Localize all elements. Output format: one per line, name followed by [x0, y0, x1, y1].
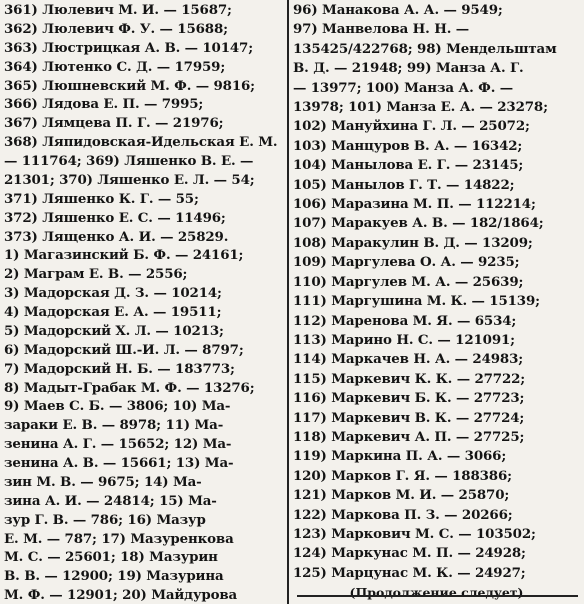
left-column	[4, 0, 284, 604]
entry-line: В. В. — 12900; 19) Мазурина	[4, 568, 224, 585]
entry-line: 361) Люлевич М. И. — 15687;	[4, 2, 232, 18]
entry-line: 3) Мадорская Д. З. — 10214;	[4, 285, 222, 302]
entry-line: 104) Манылова Е. Г. — 23145;	[293, 157, 524, 174]
entry-line: 8) Мадыт-Грабак М. Ф. — 13276;	[4, 379, 255, 396]
entry-line: 362) Люлевич Ф. У. — 15688;	[4, 20, 228, 37]
entry-line: 13978; 101) Манза Е. А. — 23278;	[293, 99, 548, 116]
entry-line: — 13977; 100) Манза А. Ф. —	[293, 79, 513, 96]
entry-line: 372) Ляшенко Е. С. — 11496;	[4, 209, 226, 226]
entry-line: 119) Маркина П. А. — 3066;	[293, 448, 507, 465]
entry-line: 97) Манвелова Н. Н. —	[293, 21, 469, 38]
entry-line: 107) Маракуев А. В. — 182/1864;	[293, 215, 544, 232]
entry-line: 7) Мадорский Н. Б. — 183773;	[4, 360, 235, 377]
entry-line: 108) Маракулин В. Д. — 13209;	[293, 234, 533, 251]
entry-line: 5) Мадорский Х. Л. — 10213;	[4, 322, 224, 339]
entry-line: Е. М. — 787; 17) Мазуренкова	[4, 530, 234, 547]
entry-line: 135425/422768; 98) Мендельштам	[293, 40, 557, 57]
entry-line: 368) Ляпидовская-Идельская Е. М.	[4, 134, 278, 151]
entry-line: 9) Маев С. Б. — 3806; 10) Ма-	[4, 398, 231, 415]
entry-line: М. С. — 25601; 18) Мазурин	[4, 549, 218, 566]
entry-line: 112) Маренова М. Я. — 6534;	[293, 312, 517, 329]
continuation-note: (Продолжение следует)	[349, 585, 524, 601]
entry-line: 4) Мадорская Е. А. — 19511;	[4, 304, 222, 320]
entry-line: 365) Люшневский М. Ф. — 9816;	[4, 77, 255, 94]
entry-line: зин М. В. — 9675; 14) Ма-	[4, 473, 202, 490]
entry-line: 371) Ляшенко К. Г. — 55;	[4, 190, 199, 207]
entry-line: зараки Е. В. — 8978; 11) Ма-	[4, 417, 224, 434]
column-divider	[287, 0, 289, 604]
entry-line: 364) Лютенко С. Д. — 17959;	[4, 58, 226, 75]
entry-line: 116) Маркевич Б. К. — 27723;	[293, 390, 525, 407]
entry-line: 102) Мануйхина Г. Л. — 25072;	[293, 118, 530, 135]
entry-line: 366) Лядова Е. П. — 7995;	[4, 96, 204, 113]
entry-line: 367) Лямцева П. Г. — 21976;	[4, 115, 224, 132]
bottom-divider	[297, 595, 578, 597]
entry-line: 103) Манцуров В. А. — 16342;	[293, 137, 523, 154]
entry-line: 115) Маркевич К. К. — 27722;	[293, 370, 526, 387]
entry-line: 120) Марков Г. Я. — 188386;	[293, 467, 512, 484]
entry-line: 117) Маркевич В. К. — 27724;	[293, 409, 525, 426]
entry-line: 105) Манылов Г. Т. — 14822;	[293, 176, 515, 193]
entry-line: 124) Маркунас М. П. — 24928;	[293, 545, 526, 562]
entry-line: 106) Маразина М. П. — 112214;	[293, 196, 536, 213]
entry-line: 110) Маргулев М. А. — 25639;	[293, 273, 524, 290]
entry-line: 109) Маргулева О. А. — 9235;	[293, 254, 520, 271]
entry-line: зенина А. Г. — 15652; 12) Ма-	[4, 436, 232, 453]
entry-line: 118) Маркевич А. П. — 27725;	[293, 428, 525, 445]
entry-line: 123) Маркович М. С. — 103502;	[293, 525, 536, 542]
entry-line: 113) Марино Н. С. — 121091;	[293, 331, 515, 348]
entry-line: зенина А. В. — 15661; 13) Ма-	[4, 455, 234, 471]
entry-line: В. Д. — 21948; 99) Манза А. Г.	[293, 60, 524, 77]
right-column	[293, 0, 580, 604]
entry-line: 114) Маркачев Н. А. — 24983;	[293, 351, 524, 368]
entry-line: 121) Марков М. И. — 25870;	[293, 487, 510, 504]
entry-line: зина А. И. — 24814; 15) Ма-	[4, 492, 217, 509]
entry-line: 122) Маркова П. З. — 20266;	[293, 506, 513, 523]
entry-line: 125) Марцунас М. К. — 24927;	[293, 564, 526, 581]
entry-line: зур Г. В. — 786; 16) Мазур	[4, 511, 206, 528]
entry-line: М. Ф. — 12901; 20) Майдурова	[4, 587, 238, 604]
entry-line: 6) Мадорский Ш.-И. Л. — 8797;	[4, 341, 244, 358]
entry-line: — 111764; 369) Ляшенко В. Е. —	[4, 153, 254, 169]
entry-line: 111) Маргушина М. К. — 15139;	[293, 293, 540, 310]
entry-line: 363) Люстрицкая А. В. — 10147;	[4, 39, 254, 56]
entry-line: 2) Маграм Е. В. — 2556;	[4, 266, 188, 283]
entry-line: 96) Манакова А. А. — 9549;	[293, 2, 503, 18]
entry-line: 373) Лященко А. И. — 25829.	[4, 228, 229, 245]
entry-line: 1) Магазинский Б. Ф. — 24161;	[4, 247, 244, 264]
entry-line: 21301; 370) Ляшенко Е. Л. — 54;	[4, 171, 255, 188]
